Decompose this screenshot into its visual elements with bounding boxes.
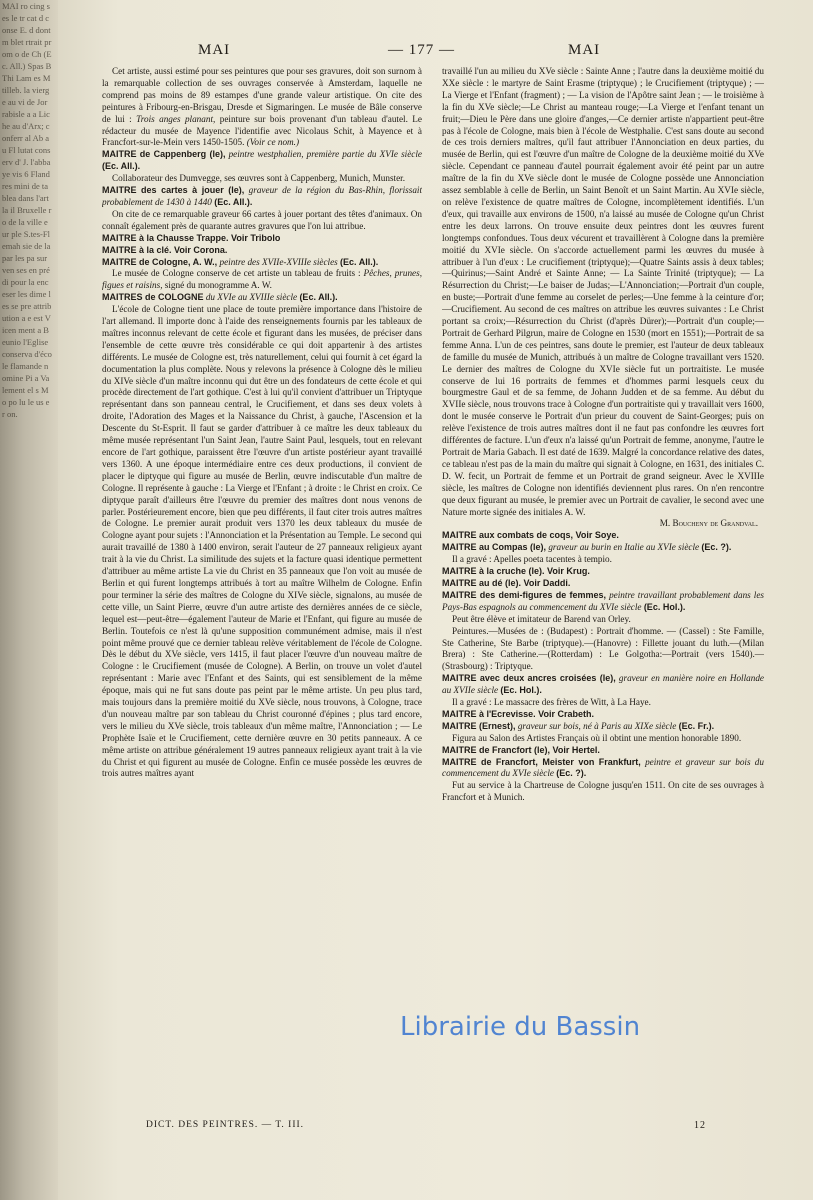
- entry-maitre-chausse-trappe: MAITRE à la Chausse Trappe. Voir Tribolo: [102, 232, 281, 243]
- page-number: — 177 —: [388, 42, 455, 58]
- entry-maitre-de: MAITRE au dé (le). Voir Daddi.: [442, 577, 571, 588]
- entry-maitre-francfort-hertel: MAITRE de Francfort (le), Voir Hertel.: [442, 744, 600, 755]
- entry-continuation: Cet artiste, aussi estimé pour ses peintures que pour ses gravures, doit son surnom à la remarquable collection de ses ouvrages conservée à Amsterdam, laquelle ne comprend pas moins de 89 estampes d'une grande valeur artistique. On cite des peintures à Fribourg-en-Brisgau, Dresde et Sigmaringen. Le musée de Bâle conserve de lui : Trois anges planant, peinture sur bois provenant d'un tableau d'autel. Le rédacteur du musée de Mayence l'identifie avec Nicolaus Schit, à Mayence et à Francfort-sur-le-Mein vers 1450-1505. (Voir ce nom.): [102, 66, 422, 148]
- entry-maitre-cappenberg: MAITRE de Cappenberg (le), peintre westphalien, première partie du XVIe siècle (Ec. All.).: [102, 149, 422, 172]
- volume-title: DICT. DES PEINTRES. — T. III.: [146, 1120, 305, 1130]
- entry-maitre-francfort: MAITRE de Francfort, Meister von Frankfurt, peintre et graveur sur bois du commencement du XVIe siècle (Ec. ?).: [442, 756, 764, 779]
- entry-maitre-cartes: MAITRE des cartes à jouer (le), graveur de la région du Bas-Rhin, florissait probablement de 1430 à 1440 (Ec. All.).: [102, 185, 422, 207]
- entry-text: Le musée de Cologne conserve de cet artiste un tableau de fruits : Pêches, prunes, figues et raisins, signé du monogramme A. W.: [102, 268, 422, 291]
- running-head-right: MAI: [568, 42, 601, 58]
- entry-maitre-cologne-aw: MAITRE de Cologne, A. W., peintre des XVIIe-XVIIIe siècles (Ec. All.).: [102, 256, 379, 267]
- entry-text: Collaborateur des Dumvegge, ses œuvres sont à Cappenberg, Munich, Munster.: [112, 173, 406, 184]
- adjacent-page-text: MAI ro cing ses le tr cat d conse E. d dont m blet rtrait prom o de Ch (Ec. All.) Spas B Thi Lam es Mtilleb. la vierge au vi de Jor rabisle a a Liche au d'Arx; conferr al Ab au Fl lutat conserv d' J. l'abbaye vis 6 Flandres mini de tablea dans l'art la il Bruxelle ro de la ville eur ple S.tes-Flemah sie de la par les pa sur ven ses en prédi pour la enceser les dime les se pre attribution a e est Vicen ment a Beunio l'Eglise conserva d'école flamande nomine Pi a Va lement el s Mo po lu le us er on.: [2, 1, 52, 419]
- left-column: [102, 66, 422, 1084]
- entry-maitres-cologne: MAITRES de COLOGNE du XVIe au XVIIIe siècle (Ec. All.).: [102, 292, 338, 303]
- running-head-left: MAI: [198, 42, 231, 58]
- entry-maitre-ecrevisse: MAITRE à l'Ecrevisse. Voir Crabeth.: [442, 708, 595, 719]
- entry-maitre-combats-coqs: MAITRE aux combats de coqs, Voir Soye.: [442, 530, 619, 541]
- entry-text: Il a gravé : Le massacre des frères de Witt, à La Haye.: [452, 697, 651, 708]
- author-signature: M. Boucheny de Grandval.: [659, 518, 758, 529]
- entry-text: Il a gravé : Apelles poeta tacentes à tempio.: [452, 554, 612, 565]
- entry-maitre-cle: MAITRE à la clé. Voir Corona.: [102, 244, 228, 255]
- right-column: [442, 66, 764, 1084]
- page-header: [198, 42, 758, 62]
- entry-text: Peut être élève et imitateur de Barend van Orley.: [452, 613, 631, 624]
- entry-maitre-ancres: MAITRE avec deux ancres croisées (le), graveur en manière noire en Hollande au XVIIe siècle (Ec. Hol.).: [442, 673, 764, 696]
- entry-continuation: travaillé l'un au milieu du XVe siècle : Sainte Anne ; l'autre dans la deuxième moitié du XXe siècle : le martyre de Saint Erasme (triptyque) ; le Crucifiement (triptyque) ; — La Vierge et l'Enfant (fragment) ; — La vision de l'Apôtre saint Jean ; — le troisième à la fin du XVe siècle;—Le Christ au manteau rouge;—La Vierge et l'enfant tenant un fruit;—Dieu le Père dans une gloire d'anges,—Ce dernier artiste n'appartient peut-être pas à l'école de Cologne, mais bien à l'école de Westphalie. C'est sans doute au second de ces trois derniers maîtres, qu'il faut attribuer l'Annonciation en deux parties, du musée de Berlin, qui est l'œuvre d'un maître de Cologne de la deuxième moitié du XVe siècle. Cependant ce panneau d'autel pourrait également avoir été peint par un autre maître de la fin du XVe siècle dont le musée de Cologne possède une Annonciation assez semblable à celle de Berlin, un Saint Benoît et un Saint Martin. Au XVIe siècle, on relève l'existence de quatre maîtres de Cologne, incomplètement identifiés. L'un d'eux, qui travaille aux environs de 1500, n'a laissé au musée de Cologne qu'un Christ entre les deux larrons. On trouve ensuite deux peintres dont les œuvres furent longtemps confondues. Tous deux vécurent et travaillèrent à Cologne dans la première moitié du XVIe siècle. On s'accorde actuellement parmi les œuvres du musée à attribuer à l'un d'eux : Le crucifiement (triptyque);—Quatre Saints assis à deux tables;—Quirinus;—Saint André et Sainte Anne; — La Sainte Trinité (triptyque); — La Résurrection du Christ;—Le baiser de Judas;—L'Annonciation;—Portrait d'un couple, en buste;—Portrait d'une femme au corselet de perles;—Une femme à la ceinture d'or;—Crucifiement. Au second de ces maîtres on attribue les œuvres suivantes : Le Christ portant sa croix;—Résurrection du Christ (d'après Dürer);—Portrait d'un couple;—Portrait de Gerhard Pilgrun, maire de Cologne en 1530 (mort en 1551);—Portrait de sa femme Anna. L'un de ces peintres, sans doute le premier, est l'auteur de deux tableaux de famille du musée de Munich, attribués à un maître de Cologne travaillant vers 1520. Le dernier des maîtres de Cologne du XVIe siècle fut un portraitiste. Le musée conserve de lui 16 portraits de femmes et d'hommes parmi lesquels ceux du bourgmestre Gaul et de sa femme, de Johann Judden et de sa femme. Au début du XVIIe siècle, nous trouvons trace à Cologne d'un portraitiste qui y travaillait vers 1600, dont le musée conserve le Portrait d'un prieur du couvent de Saint-Georges; puis on relève l'existence de trois autres maîtres dont il ne faut pas confondre les œuvres fort différentes de facture. L'un d'eux n'a laissé qu'un Portrait de femme, anonyme, l'autre le Portrait de Maria Gabach. Il est daté de 1639. Malgré la concordance relative des dates, ce tableau n'est pas de la main du maître qui signait à Cologne, en 1631, des initiales C. D. W. fecit, un Portrait de femme et un Portrait de grand seigneur. Avec le XVIIIe siècle, les maîtres de Cologne non identifiés deviennent plus rares. On n'en rencontre que deux figurant au musée, le premier avec un Portrait de cavalier, le second avec une Nature morte signée des initiales A. W.: [442, 66, 764, 517]
- entry-text: L'école de Cologne tient une place de toute première importance dans l'histoire de l'art allemand. Il importe donc à l'aide des renseignements fournis par les tableaux de maîtres inconnus relevant de cette école et figurant dans les musées, de préciser dans l'ensemble de cette œuvre très considérable ce qui doit appartenir à des artistes différents. Le musée de Cologne est, très naturellement, celui qui fournit à cet égard la documentation la plus complète. Nous y relevons la présence à Cologne dès le milieu du XIVe siècle d'un maître inconnu qui dut être un des fondateurs de cette école et qui procède directement de l'art gothique. C'est à lui qu'il convient d'attribuer un Triptyque représentant dans son panneau central, le Crucifiement, et dans ses deux volets à droite, l'Adoration des Mages et la Naissance du Christ, à gauche, l'Ascension et la Descente du St-Esprit. Il faut se garder d'attribuer à ce maître les deux tableaux du même musée représentant l'un Saint Jean, l'autre Saint Paul, lesquels, tout en relevant encore de l'art gothique, paraissent être l'œuvre d'un artiste postérieur ayant travaillé vers 1360. A une époque intermédiaire entre ces deux productions, il convient de placer le diptyque qui figure au musée de Berlin, œuvre indiscutable d'un maître de Cologne. Il représente à gauche : La Vierge et l'Enfant ; à droite : le Christ en croix. Ce diptyque paraît d'ailleurs être l'œuvre du premier des maîtres dont nous venons de parler. Postérieurement encore, bien que peu différents, il faut citer trois autres maîtres de Cologne. Le premier aurait produit vers 1370 les deux tableaux du musée de Cologne ayant pour sujets : l'Annonciation et la Présentation au Temple. Le second qui aurait travaillé de 1380 à 1400 environ, serait l'auteur de 27 panneaux religieux ayant trait à la vie du Christ. La similitude des sujets et la facture quasi identique permettent d'attribuer au même artiste La vie du Christ en 35 panneaux que l'on voit au musée de Berlin et qui furent longtemps attribués à tort au maître Wilhelm de Cologne. Enfin pour terminer la série des maîtres de Cologne du XIVe siècle, signalons, au musée de cette ville, un Saint Pierre, œuvre d'un autre artiste des dernières années de ce siècle, lequel est—peut-être—également l'auteur de Marie et l'Enfant, qui figure au musée de Berlin. Toutefois ce n'est là qu'une supposition communément admise, mais il n'est point même prouvé que ce dernier tableau relève véritablement de l'école de Cologne. Dès le début du XVe siècle, vers 1415, il faut placer l'œuvre d'un nouveau maître de Cologne : le Crucifiement (musée de Cologne). A Berlin, on trouve un volet d'autel représentant : Marie avec l'Enfant et des Saints, qui est sensiblement de la même époque, mais qui ne fut sans doute pas peint par le même artiste. Un peu plus tard, mais toujours dans la première moitié du XVe siècle, nous trouvons, à Cologne, trace d'un nouveau maître par son tableau du Christ couronné d'épines ; plus tard encore, vers le milieu du XVe siècle, trois tableaux d'un même maître, l'Annonciation ; — Le Prophète Isaïe et le Crucifiement, cette dernière œuvre en 30 petits panneaux. A ce même artiste on attribue généralement 19 autres panneaux religieux ayant trait à la vie du Christ et qui figurent au musée de Cologne. Enfin ce musée possède les œuvres de trois autres maîtres ayant: [102, 304, 422, 779]
- entry-maitre-ernest: MAITRE (Ernest), graveur sur bois, né à Paris au XIXe siècle (Ec. Fr.).: [442, 720, 715, 731]
- page-footer: [146, 1120, 766, 1136]
- entry-maitre-demi-figures: MAITRE des demi-figures de femmes, peintre travaillant probablement dans les Pays-Bas espagnols au commencement du XVIe siècle (Ec. Hol.).: [442, 589, 764, 612]
- signature-mark: 12: [694, 1120, 706, 1131]
- entry-maitre-cruche: MAITRE à la cruche (le). Voir Krug.: [442, 566, 590, 577]
- entry-text: On cite de ce remarquable graveur 66 cartes à jouer portant des têtes d'animaux. On connaît également près de quarante autres gravures que l'on lui attribue.: [102, 208, 422, 231]
- entry-text: Figura au Salon des Artistes Français où il obtint une mention honorable 1890.: [452, 732, 742, 743]
- entry-works-list: Peintures.—Musées de : (Budapest) : Portrait d'homme. — (Cassel) : Ste Famille, Ste Catherine, Ste Barbe (triptyque).—(Hanovre) : Fillette jouant du luth.—(Milan Brera) : Ste Catherine.—(Rotterdam) : Le Golgotha:—Portrait (vers 1540).—(Strasbourg) : Triptyque.: [442, 625, 764, 672]
- entry-maitre-compas: MAITRE au Compas (le), graveur au burin en Italie au XVIe siècle (Ec. ?).: [442, 542, 732, 553]
- adjacent-page-edge: [0, 0, 58, 1200]
- seller-watermark: Librairie du Bassin: [400, 1012, 641, 1042]
- entry-text: Fut au service à la Chartreuse de Cologne jusqu'en 1511. On cite de ses ouvrages à Francfort et à Munich.: [442, 780, 764, 803]
